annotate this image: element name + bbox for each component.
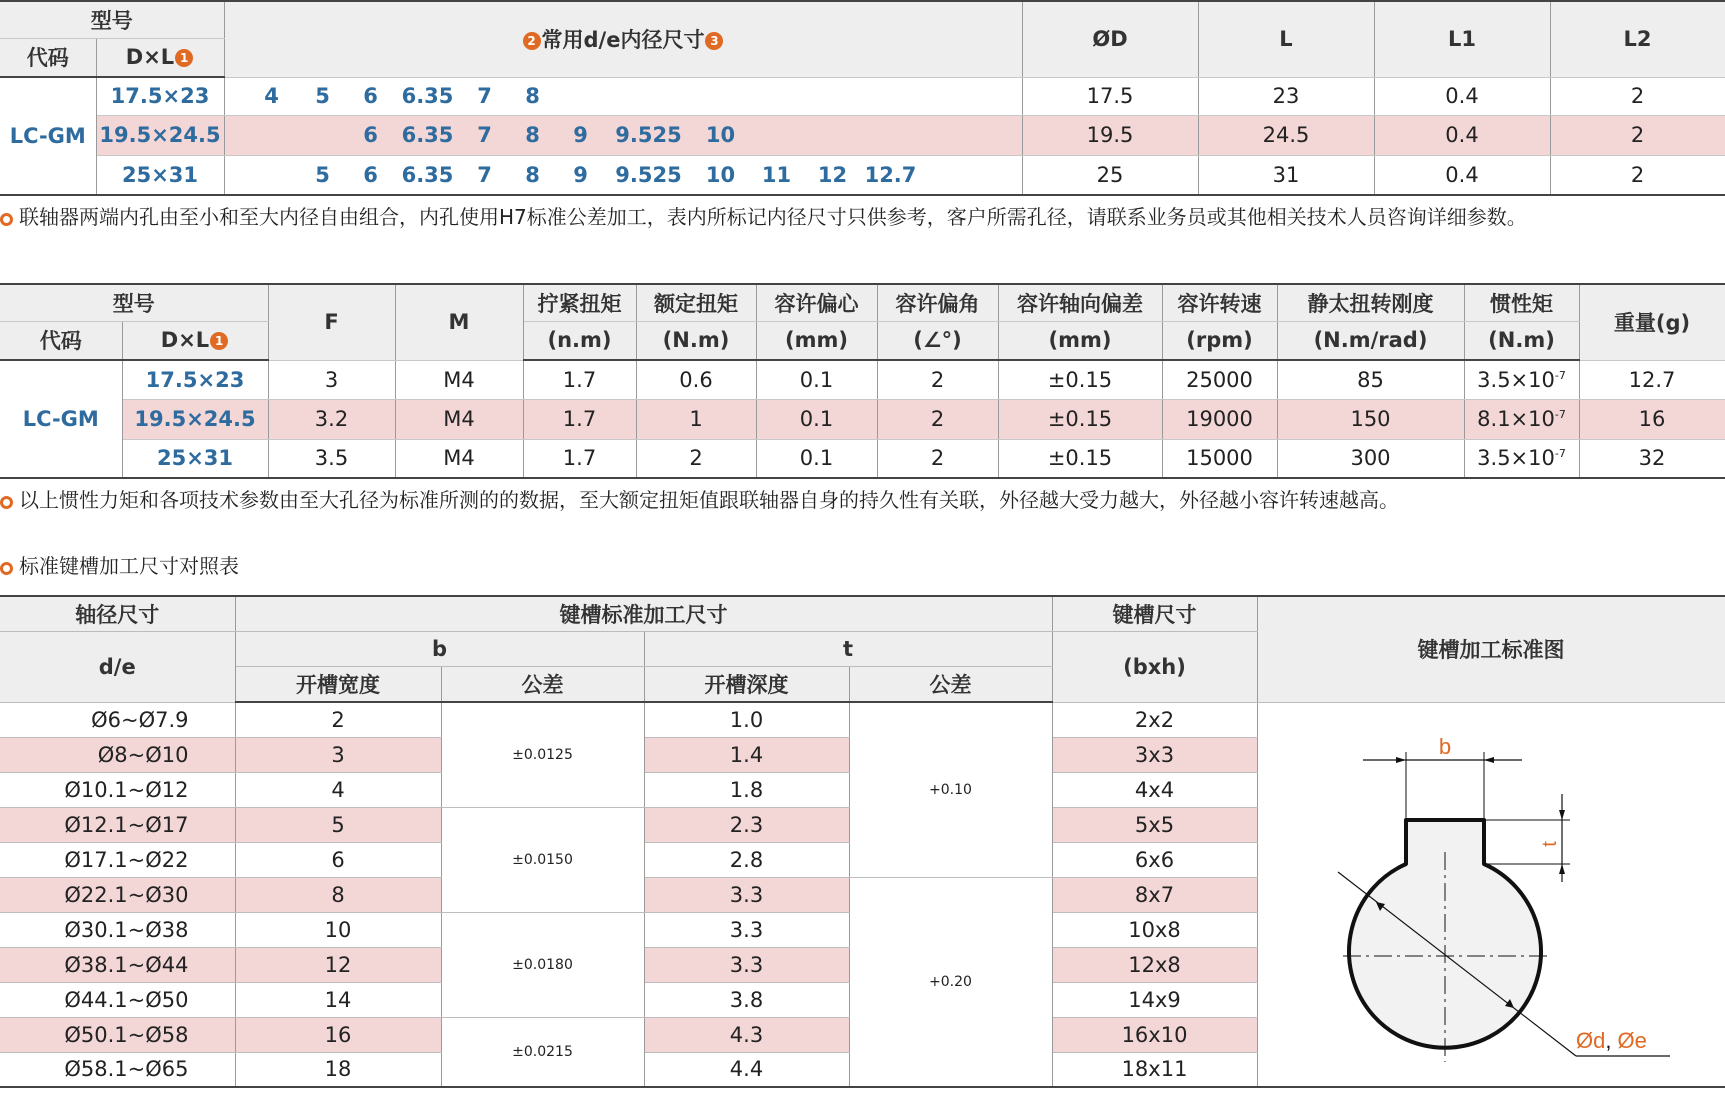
note-marker-1: 1 xyxy=(210,332,228,350)
bore-value: 6 xyxy=(363,123,378,147)
bore-header-label: 常用d/e内径尺寸 xyxy=(541,28,705,53)
inertia-base: 3.5×10 xyxy=(1477,446,1555,471)
cell: 0.6 xyxy=(636,360,756,399)
bore-value: 9.525 xyxy=(615,123,682,147)
bore-size-table xyxy=(0,0,1725,196)
l2-cell: 2 xyxy=(1550,115,1725,155)
range-cell: Ø6~Ø7.9 xyxy=(0,702,235,737)
dxl-header xyxy=(122,321,268,360)
b-cell: 18 xyxy=(235,1052,441,1087)
t-cell: 3.3 xyxy=(644,947,849,982)
range-cell: Ø8~Ø10 xyxy=(0,737,235,772)
t-cell: 3.8 xyxy=(644,982,849,1017)
bullet-icon xyxy=(0,213,13,226)
l1-cell: 0.4 xyxy=(1374,77,1550,115)
cell: 0.1 xyxy=(756,360,877,399)
bore-value: 5 xyxy=(315,162,330,187)
spec-header: 重量(g) xyxy=(1579,284,1725,360)
bore-value: 8 xyxy=(525,123,540,147)
cell: 3.2 xyxy=(268,399,395,439)
spec-header: F xyxy=(268,284,395,360)
key-cell: 3x3 xyxy=(1052,737,1257,772)
b-cell: 5 xyxy=(235,807,441,842)
arrow-icon xyxy=(1559,810,1565,820)
spec-header: 容许偏心 xyxy=(756,284,877,321)
width-header: 开槽宽度 xyxy=(235,666,441,702)
inertia-exp: -7 xyxy=(1554,447,1566,461)
inertia-cell xyxy=(1464,399,1579,439)
inertia-cell xyxy=(1464,439,1579,478)
l1-header: L1 xyxy=(1374,1,1550,77)
od-cell: 25 xyxy=(1022,155,1198,195)
table-row xyxy=(0,399,1725,439)
bxh-header: (bxh) xyxy=(1052,631,1257,702)
note-marker-2: 2 xyxy=(523,32,541,50)
spec-header: 容许轴向偏差 xyxy=(998,284,1162,321)
code-header: 代码 xyxy=(0,321,122,360)
key-header: 键槽尺寸 xyxy=(1052,596,1257,631)
range-cell: Ø44.1~Ø50 xyxy=(0,982,235,1017)
unit-header: (mm) xyxy=(756,321,877,360)
t-tol-cell: +0.10 xyxy=(849,702,1052,877)
l1-cell: 0.4 xyxy=(1374,155,1550,195)
t-cell: 1.0 xyxy=(644,702,849,737)
section-title-text: 标准键槽加工尺寸对照表 xyxy=(19,554,239,578)
cell: M4 xyxy=(395,399,523,439)
bore-value: 10 xyxy=(705,123,736,147)
spec-header: 额定扭矩 xyxy=(636,284,756,321)
b-tol-cell: ±0.0150 xyxy=(441,807,644,912)
l2-cell: 2 xyxy=(1550,155,1725,195)
size-cell: 19.5×24.5 xyxy=(96,115,224,155)
b-cell: 6 xyxy=(235,842,441,877)
range-cell: Ø12.1~Ø17 xyxy=(0,807,235,842)
t-cell: 2.8 xyxy=(644,842,849,877)
b-cell: 14 xyxy=(235,982,441,1017)
table-row xyxy=(0,155,1725,195)
unit-header: (mm) xyxy=(998,321,1162,360)
code-cell: LC-GM xyxy=(0,77,96,195)
dxl-label: D×L xyxy=(160,328,210,353)
t-cell: 4.4 xyxy=(644,1052,849,1087)
size-cell: 19.5×24.5 xyxy=(122,399,268,439)
table-row xyxy=(0,439,1725,478)
inertia-base: 8.1×10 xyxy=(1477,407,1555,431)
std-header: 键槽标准加工尺寸 xyxy=(235,596,1052,631)
key-cell: 10x8 xyxy=(1052,912,1257,947)
spec-header: 容许偏角 xyxy=(877,284,998,321)
b-cell: 4 xyxy=(235,772,441,807)
bore-value: 7 xyxy=(477,84,492,108)
spec-header: 静太扭转刚度 xyxy=(1277,284,1464,321)
t-tol-cell: +0.20 xyxy=(849,877,1052,1087)
key-cell: 8x7 xyxy=(1052,877,1257,912)
spec-header: 惯性矩 xyxy=(1464,284,1579,321)
note-marker-1: 1 xyxy=(175,49,193,67)
bore-value: 6.35 xyxy=(401,162,454,187)
tol-header: 公差 xyxy=(441,666,644,702)
bore-value: 4 xyxy=(264,84,279,108)
t-cell: 3.3 xyxy=(644,877,849,912)
size-cell: 17.5×23 xyxy=(96,77,224,115)
note-2 xyxy=(0,487,1399,514)
od-cell: 19.5 xyxy=(1022,115,1198,155)
bores-cell xyxy=(224,115,1022,155)
arrow-icon xyxy=(1484,757,1494,763)
bore-value: 6 xyxy=(363,162,378,187)
bores-cell xyxy=(224,155,1022,195)
key-cell: 2x2 xyxy=(1052,702,1257,737)
key-cell: 14x9 xyxy=(1052,982,1257,1017)
label-sep: , xyxy=(1605,1028,1612,1053)
spec-header: M xyxy=(395,284,523,360)
cell: 300 xyxy=(1277,439,1464,478)
b-cell: 2 xyxy=(235,702,441,737)
cell: 2 xyxy=(877,399,998,439)
label-t: t xyxy=(1539,841,1561,847)
b-tol-cell: ±0.0180 xyxy=(441,912,644,1017)
key-cell: 4x4 xyxy=(1052,772,1257,807)
size-cell: 25×31 xyxy=(96,155,224,195)
bore-value: 12.7 xyxy=(864,162,917,187)
bore-value: 6.35 xyxy=(401,123,454,147)
section-title xyxy=(0,553,239,580)
label-d: Ød xyxy=(1576,1028,1606,1053)
cell: 0.1 xyxy=(756,439,877,478)
label-diameter xyxy=(1576,1028,1647,1053)
l1-cell: 0.4 xyxy=(1374,115,1550,155)
l2-header: L2 xyxy=(1550,1,1725,77)
cell: M4 xyxy=(395,439,523,478)
cell: 1 xyxy=(636,399,756,439)
l-header: L xyxy=(1198,1,1374,77)
code-header: 代码 xyxy=(0,38,96,77)
cell: 1.7 xyxy=(523,439,636,478)
inertia-base: 3.5×10 xyxy=(1477,367,1555,392)
table-row xyxy=(0,115,1725,155)
range-cell: Ø30.1~Ø38 xyxy=(0,912,235,947)
bullet-icon xyxy=(0,562,13,575)
cell: 2 xyxy=(877,360,998,399)
b-cell: 8 xyxy=(235,877,441,912)
bore-value: 6 xyxy=(363,84,378,108)
bore-list xyxy=(225,163,1022,187)
cell: 15000 xyxy=(1162,439,1277,478)
model-header: 型号 xyxy=(0,284,268,321)
range-cell: Ø10.1~Ø12 xyxy=(0,772,235,807)
range-cell: Ø17.1~Ø22 xyxy=(0,842,235,877)
cell: ±0.15 xyxy=(998,399,1162,439)
cell: 25000 xyxy=(1162,360,1277,399)
size-cell: 25×31 xyxy=(122,439,268,478)
t-cell: 3.3 xyxy=(644,912,849,947)
note-2-text: 以上惯性力矩和各项技术参数由至大孔径为标准所测的的数据，至大额定扭矩值跟联轴器自身的持久性有关联，外径越大受力越大，外径越小容许转速越高。 xyxy=(19,488,1399,512)
bore-value: 9 xyxy=(573,123,588,147)
tol-header: 公差 xyxy=(849,666,1052,702)
range-cell: Ø58.1~Ø65 xyxy=(0,1052,235,1087)
bores-cell xyxy=(224,77,1022,115)
inertia-exp: -7 xyxy=(1554,368,1566,382)
key-cell: 18x11 xyxy=(1052,1052,1257,1087)
size-cell: 17.5×23 xyxy=(122,360,268,399)
cell: 0.1 xyxy=(756,399,877,439)
arrow-icon xyxy=(1559,864,1565,874)
range-cell: Ø22.1~Ø30 xyxy=(0,877,235,912)
t-header: t xyxy=(644,631,1052,666)
range-cell: Ø38.1~Ø44 xyxy=(0,947,235,982)
diagram-header: 键槽加工标准图 xyxy=(1257,596,1725,702)
l2-cell: 2 xyxy=(1550,77,1725,115)
dxl-label: D×L xyxy=(125,45,175,70)
table-row xyxy=(0,360,1725,399)
l-cell: 31 xyxy=(1198,155,1374,195)
cell: ±0.15 xyxy=(998,439,1162,478)
depth-header: 开槽深度 xyxy=(644,666,849,702)
cell: M4 xyxy=(395,360,523,399)
bore-value: 9.525 xyxy=(615,162,682,187)
note-marker-3: 3 xyxy=(705,32,723,50)
code-cell: LC-GM xyxy=(0,360,122,478)
keyway-diagram xyxy=(1258,702,1724,1097)
b-cell: 3 xyxy=(235,737,441,772)
bore-list xyxy=(225,84,1022,108)
b-cell: 16 xyxy=(235,1017,441,1052)
bullet-icon xyxy=(0,496,13,509)
b-header: b xyxy=(235,631,644,666)
bore-value: 10 xyxy=(705,162,736,187)
note-1-text: 联轴器两端内孔由至小和至大内径自由组合，内孔使用H7标准公差加工，表内所标记内径尺寸只供参考，客户所需孔径，请联系业务员或其他相关技术人员咨询详细参数。 xyxy=(19,205,1527,229)
bore-value: 7 xyxy=(477,123,492,147)
cell: 150 xyxy=(1277,399,1464,439)
b-cell: 10 xyxy=(235,912,441,947)
od-cell: 17.5 xyxy=(1022,77,1198,115)
t-cell: 4.3 xyxy=(644,1017,849,1052)
unit-header: (rpm) xyxy=(1162,321,1277,360)
bore-value: 9 xyxy=(573,162,588,187)
bore-value: 11 xyxy=(761,162,792,187)
cell: 16 xyxy=(1579,399,1725,439)
bore-value: 8 xyxy=(525,162,540,187)
de-header: d/e xyxy=(0,631,235,702)
l-cell: 23 xyxy=(1198,77,1374,115)
unit-header: (N.m) xyxy=(636,321,756,360)
key-cell: 16x10 xyxy=(1052,1017,1257,1052)
spec-header: 容许转速 xyxy=(1162,284,1277,321)
t-cell: 1.4 xyxy=(644,737,849,772)
cell: 3.5 xyxy=(268,439,395,478)
inertia-cell xyxy=(1464,360,1579,399)
key-cell: 6x6 xyxy=(1052,842,1257,877)
unit-header: (n.m) xyxy=(523,321,636,360)
cell: 1.7 xyxy=(523,399,636,439)
bore-value: 7 xyxy=(477,162,492,187)
dxl-header xyxy=(96,38,224,77)
key-cell: 5x5 xyxy=(1052,807,1257,842)
t-cell: 1.8 xyxy=(644,772,849,807)
b-tol-cell: ±0.0215 xyxy=(441,1017,644,1087)
key-cell: 12x8 xyxy=(1052,947,1257,982)
bore-header xyxy=(224,1,1022,77)
range-cell: Ø50.1~Ø58 xyxy=(0,1017,235,1052)
cell: 2 xyxy=(636,439,756,478)
cell: 85 xyxy=(1277,360,1464,399)
arrow-icon xyxy=(1396,757,1406,763)
shaft-header: 轴径尺寸 xyxy=(0,596,235,631)
bore-list xyxy=(225,123,1022,147)
label-e: Øe xyxy=(1617,1028,1647,1053)
cell: 12.7 xyxy=(1579,360,1725,399)
unit-header: (N.m) xyxy=(1464,321,1579,360)
unit-header: (N.m/rad) xyxy=(1277,321,1464,360)
bore-value: 12 xyxy=(817,162,848,187)
spec-header: 拧紧扭矩 xyxy=(523,284,636,321)
unit-header: (∠°) xyxy=(877,321,998,360)
cell: ±0.15 xyxy=(998,360,1162,399)
l-cell: 24.5 xyxy=(1198,115,1374,155)
spec-table xyxy=(0,283,1725,479)
cell: 3 xyxy=(268,360,395,399)
b-tol-cell: ±0.0125 xyxy=(441,702,644,807)
note-1 xyxy=(0,204,1715,231)
cell: 1.7 xyxy=(523,360,636,399)
model-header: 型号 xyxy=(0,1,224,38)
label-b: b xyxy=(1438,734,1452,759)
bore-value: 8 xyxy=(525,84,540,108)
bore-value: 5 xyxy=(315,84,330,108)
cell: 32 xyxy=(1579,439,1725,478)
bore-value: 6.35 xyxy=(401,84,454,108)
inertia-exp: -7 xyxy=(1554,408,1566,421)
od-header: ØD xyxy=(1022,1,1198,77)
b-cell: 12 xyxy=(235,947,441,982)
table-row xyxy=(0,77,1725,115)
cell: 19000 xyxy=(1162,399,1277,439)
t-cell: 2.3 xyxy=(644,807,849,842)
cell: 2 xyxy=(877,439,998,478)
